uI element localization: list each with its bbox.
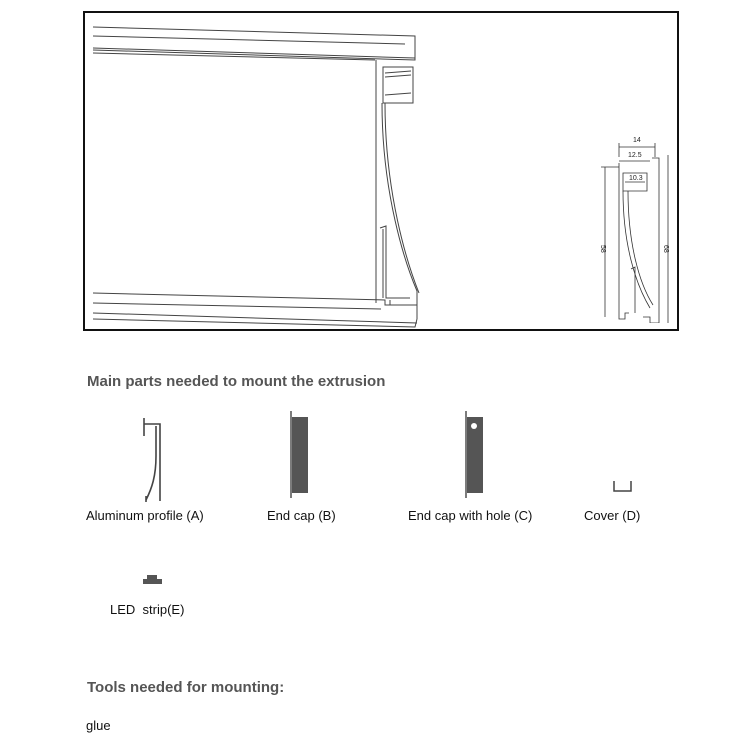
dim-channel-width: 10.3 <box>629 175 643 182</box>
led-strip-label: LED strip(E) <box>110 602 185 617</box>
end-cap-icon <box>288 410 310 500</box>
cover-label: Cover (D) <box>584 508 641 523</box>
aluminum-profile-label: Aluminum profile (A) <box>86 508 204 523</box>
cross-section-dimension-drawing <box>595 133 675 323</box>
end-cap-with-hole-icon <box>463 410 485 500</box>
dim-height-right: 68 <box>662 245 669 253</box>
end-cap-label: End cap (B) <box>267 508 336 523</box>
cover-icon <box>612 480 634 494</box>
dim-height-left: 58 <box>599 245 606 253</box>
dim-width-total: 14 <box>633 137 641 144</box>
aluminum-profile-icon <box>140 416 166 506</box>
end-cap-with-hole-label: End cap with hole (C) <box>408 508 533 523</box>
tools-heading: Tools needed for mounting: <box>87 679 285 696</box>
tool-item-glue: glue <box>86 718 111 733</box>
perspective-profile-drawing <box>85 13 681 333</box>
dim-width-inner: 12.5 <box>628 152 642 159</box>
main-parts-heading: Main parts needed to mount the extrusion <box>87 373 386 390</box>
led-strip-icon <box>142 574 164 586</box>
technical-drawing <box>83 11 679 331</box>
